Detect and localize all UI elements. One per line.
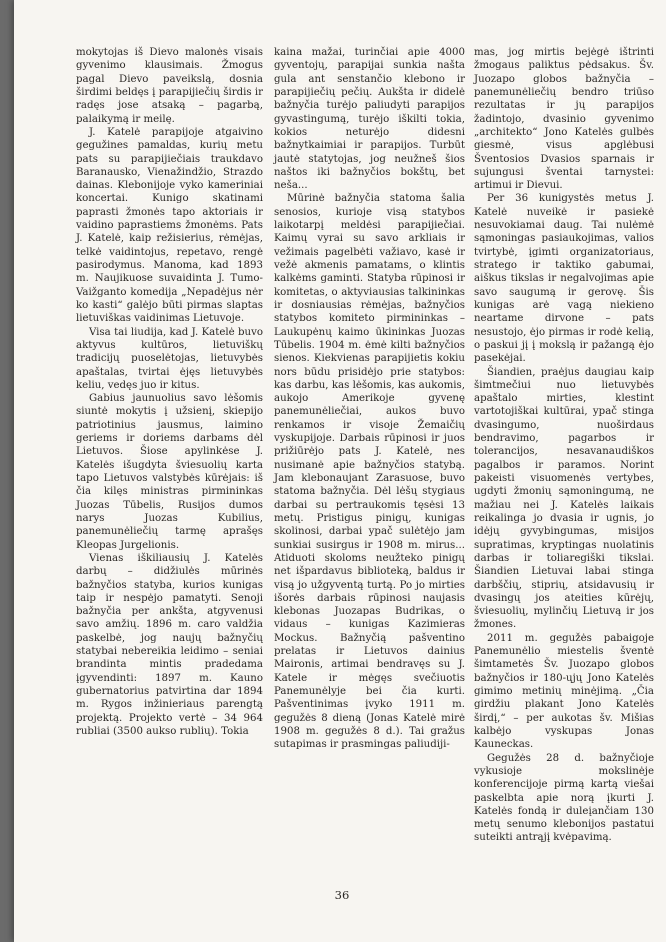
paragraph: Gegužės 28 d. bažnyčioje vykusioje mokslinėje konferencijoje pirmą kartą viešai paskelbta apie norą įkurti J. Katelės fondą ir duleįančiam 130 metų senumo klebonijos pastatui suteikti antrąjį kvėpavimą. xyxy=(474,752,654,844)
paragraph: 2011 m. gegužės pabaigoje Panemunėlio miestelis šventė šimtametės Šv. Juozapo globos bažnyčios ir 180-ųjų Jono Katelės gimimo metinių minėjimą. „Čia girdžiu plakant Jono Katelės širdį,“ – per aukotas šv. Mišias kalbėjo vyskupas Jonas Kauneckas. xyxy=(474,632,654,751)
book-page xyxy=(14,0,666,942)
paragraph: J. Katelė parapijoje atgaivino gegužines pamaldas, kurių metu pats su parapijiečiais traukdavo Baranausko, Vienažindžio, Strazdo dainas. Klebonijoje vyko kameriniai koncertai. Kunigo skatinami paprasti žmonės tapo aktoriais ir vaidino paprastiems žmonėms. Pats J. Katelė, kaip režisierius, rėmėjas, telkė vaidintojus, repetavo, rengė pasirodymus. Manoma, kad 1893 m. Naujikuose suvaidinta J. Tumo-Vaižganto komedija „Nepadėjus nėr ko kasti“ galėjo būti pirmas slaptas lietuviškas vaidinimas Lietuvoje. xyxy=(76,126,263,325)
paragraph: mokytojas iš Dievo malonės visais gyvenimo klausimais. Žmogus pagal Dievo paveikslą, dosnia širdimi beldęs į parapijiečių širdis ir radęs jose atsaką – pagarbą, palaikymą ir meilę. xyxy=(76,47,263,125)
paragraph: Mūrinė bažnyčia statoma šalia senosios, kurioje visą statybos laikotarpį meldėsi parapijiečiai. Kaimų vyrai su savo arkliais ir vežimais pagelbėti važiavo, kasė ir vežė akmenis pamatams, o klintis kalkėms gaminti. Statyba rūpinosi ir komitetas, o aktyviausias talkininkas ir dosniausias rėmėjas, bažnyčios statybos komiteto pirmininkas – Laukupėnų kaimo ūkininkas Juozas Tūbelis. 1904 m. ėmė kilti bažnyčios sienos. Kiekvienas parapijietis kokiu nors būdu prisidėjo prie statybos: kas darbu, kas lėšomis, kas aukomis, aukojo Amerikoje gyvenę panemunėliečiai, aukos buvo renkamos ir visoje Žemaičių vyskupijoje. Darbais rūpinosi ir juos prižiūrėjo pats J. Katelė, nes nusimanė apie bažnyčios statybą. Jam klebonaujant Zarasuose, buvo statoma bažnyčia. Dėl lėšų stygiaus darbai su pertraukomis tęsėsi 13 metų. Pristigus pinigų, kunigas skolinosi, darbai ypač sulėtėjo jam sunkiai susirgus ir 1908 m. mirus... Atiduoti skoloms neužteko pinigų net išpardavus biblioteką, baldus ir visą jo užgyventą turtą. Po jo mirties išorės darbais rūpinosi naujasis klebonas Juozapas Budrikas, o vidaus – kunigas Kazimieras Mockus. Bažnyčią pašventino prelatas ir Lietuvos dainius Maironis, artimai bendravęs su J. Katele ir mėgęs svečiuotis Panemunėlyje bei čia kurti. Pašventinimas įvyko 1911 m. gegužės 8 dieną (Jonas Katelė mirė 1908 m. gegužės 8 d.). Tai gražus sutapimas ir prasmingas paliudiji- xyxy=(274,193,465,751)
paragraph: kaina mažai, turinčiai apie 4000 gyventojų, parapijai sunkia našta gula ant senstančio klebono ir parapijiečių pečių. Aukšta ir didelė bažnyčia turėjo paliudyti parapijos gyvastingumą, turėjo iškilti tokia, kokios neturėjo didesni bažnytkaimiai ir parapijos. Turbūt jautė statytojas, jog neužneš šios naštos iki bažnyčios bokštų, bet neša... xyxy=(274,47,465,192)
text-column-right xyxy=(474,46,654,845)
paragraph: Vienas iškiliausių J. Katelės darbų – didžiulės mūrinės bažnyčios statyba, kurios kunigas taip ir nespėjo pamatyti. Senoji bažnyčia per ankšta, atgyvenusi savo amžių. 1896 m. caro valdžia paskelbė, jog naujų bažnyčių statybai nebereikia leidimo – seniai brandinta mintis pradedama įgyvendinti: 1897 m. Kauno gubernatorius patvirtina dar 1894 m. Rygos inžinieriaus parengtą projektą. Projekto vertė – 34 964 rubliai (3500 aukso rublių). Tokia xyxy=(76,552,263,737)
text-column-left xyxy=(76,46,263,738)
paragraph: Per 36 kunigystės metus J. Katelė nuveikė ir pasiekė nesuvokiamai daug. Tai nulėmė sąmoningas pasiaukojimas, valios tvirtybė, įgimti organizatoriaus, stratego ir taktiko gabumai, aiškus tikslas ir negalvojimas apie savo saugumą ir gerovę. Šis kunigas arė vagą niekieno neartame dirvone – pats nesustojo, ėjo pirmas ir rodė kelią, o paskui jį į mokslą ir pažangą ėjo pasekėjai. xyxy=(474,193,654,365)
page-number: 36 xyxy=(334,888,350,902)
paragraph: mas, jog mirtis bejėgė ištrinti žmogaus paliktus pėdsakus. Šv. Juozapo globos bažnyčia – panemunėliečių bendro triūso rezultatas ir jų parapijos žadintojo, dvasinio gyvenimo „architekto“ Jono Katelės gulbės giesmė, visus apglėbusi Šventosios Dvasios sparnais ir sujungusi šventai tarnystei: artimui ir Dievui. xyxy=(474,47,654,192)
text-column-middle xyxy=(274,46,465,752)
paragraph: Visa tai liudija, kad J. Katelė buvo aktyvus kultūros, lietuviškų tradicijų puoselėtojas, lietuvybės apaštalas, tvirtai ėjęs lietuvybės keliu, vedęs juo ir kitus. xyxy=(76,326,263,391)
paragraph: Gabius jaunuolius savo lėšomis siuntė mokytis į užsienį, skiepijo patriotinius jausmus, laimino geriems ir doriems darbams dėl Lietuvos. Šiose apylinkėse J. Katelės išugdyta šviesuolių karta tapo Lietuvos valstybės kūrėjais: iš čia kilęs ministras pirmininkas Juozas Tūbelis, Rusijos dumos narys Juozas Kubilius, panemunėliečių tarmę aprašęs Kleopas Jurgelionis. xyxy=(76,393,263,551)
paragraph: Šiandien, praėjus daugiau kaip šimtmečiui nuo lietuvybės apaštalo mirties, klestint vartotojiškai kultūrai, ypač stinga dvasingumo, nuoširdaus bendravimo, pagarbos ir tolerancijos, nesavanaudiškos pagalbos ir paramos. Norint pakeisti visuomenės vertybes, ugdyti žmonių sąmoningumą, ne mažiau nei J. Katelės laikais reikalinga jo dvasia ir ugnis, jo idėjų gyvybingumas, misijos supratimas, kryptingas nuolatinis darbas ir toliaregiški tikslai. Šiandien Lietuvai labai stinga darbščių, stiprių, atsidavusių ir dvasingų jos ateities kūrėjų, šviesuolių, mylinčių Lietuvą ir jos žmones. xyxy=(474,366,654,631)
